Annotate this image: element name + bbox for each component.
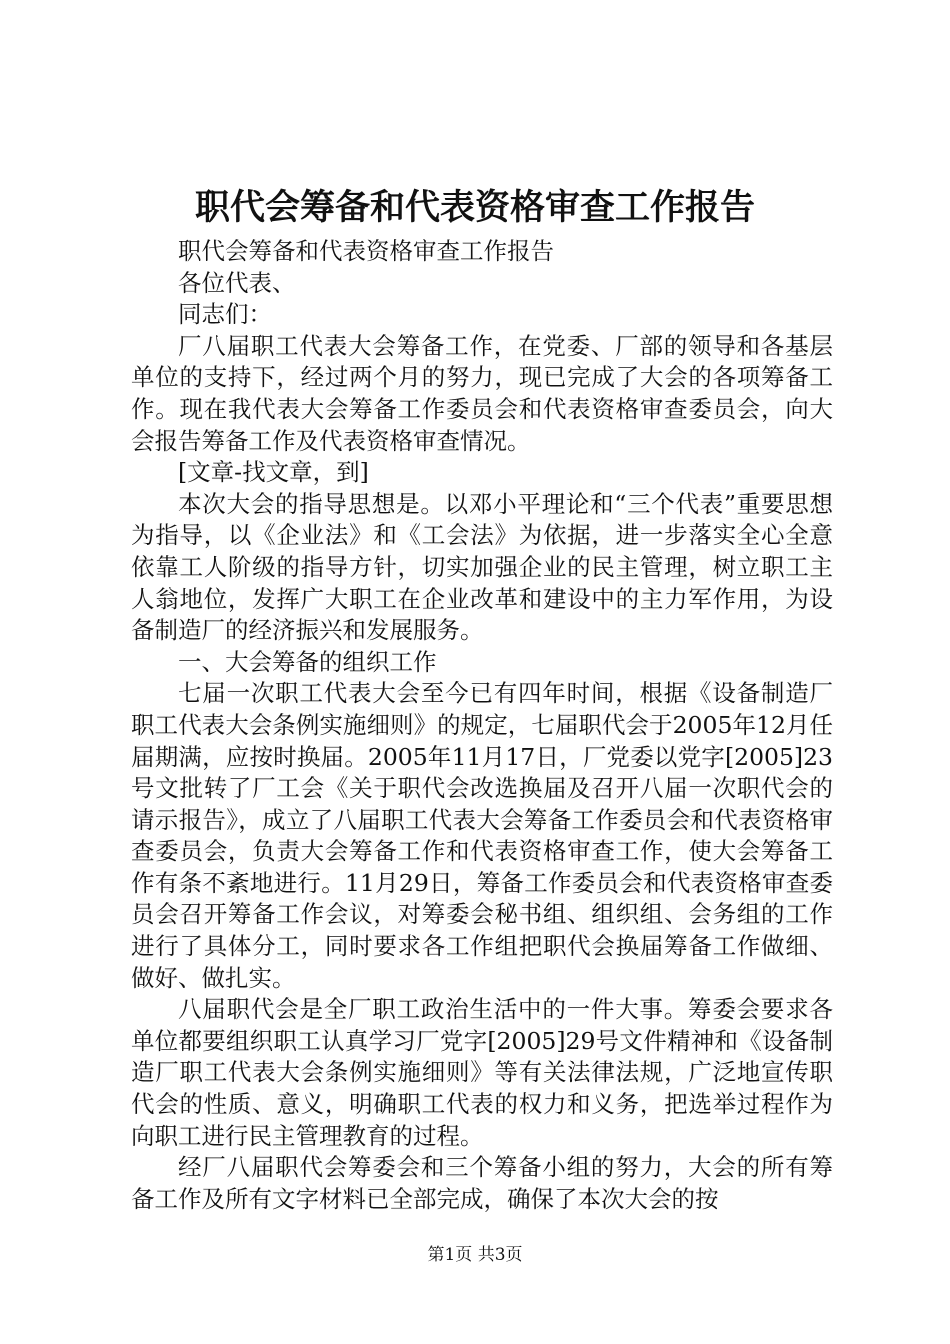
paragraph-organization-work: 七届一次职工代表大会至今已有四年时间，根据《设备制造厂职工代表大会条例实施细则》的规定，七届职代会于2005年12月任届期满，应按时换届。2005年11月17日，厂党委以党字[2005]23号文批转了厂工会《关于职代会改选换届及召开八届一次职代会的请示报告》，成立了八届职工代表大会筹备工作委员会和代表资格审查委员会，负责大会筹备工作和代表资格审查工作，使大会筹备工作有条不紊地进行。11月29日，筹备工作委员会和代表资格审查委员会召开筹备工作会议，对筹委会秘书组、组织组、会务组的工作进行了具体分工，同时要求各工作组把职代会换届筹备工作做细、做好、做扎实。 [131,679,833,992]
document-title: 职代会筹备和代表资格审查工作报告 [194,187,755,228]
document-body [131,236,833,1215]
paragraph-publicity: 八届职代会是全厂职工政治生活中的一件大事。筹委会要求各单位都要组织职工认真学习厂党字[2005]29号文件精神和《设备制造厂职工代表大会条例实施细则》等有关法律法规，广泛地宣传职代会的性质、意义，明确职工代表的权力和义务，把选举过程作为向职工进行民主管理教育的过程。 [131,995,833,1150]
paragraph-heading-repeat: 职代会筹备和代表资格审查工作报告 [178,237,554,265]
paragraph-completion: 经厂八届职代会筹委会和三个筹备小组的努力，大会的所有筹备工作及所有文字材料已全部完成，确保了本次大会的按 [131,1153,833,1213]
paragraph-salutation-delegates: 各位代表、 [178,268,296,297]
paragraph-source-note: [文章-找文章，到] [178,458,369,487]
paragraph-salutation-comrades: 同志们： [178,300,272,329]
paragraph-intro: 厂八届职工代表大会筹备工作，在党委、厂部的领导和各基层单位的支持下，经过两个月的努力，现已完成了大会的各项筹备工作。现在我代表大会筹备工作委员会和代表资格审查委员会，向大会报告筹备工作及代表资格审查情况。 [131,331,833,455]
section-heading-organization: 一、大会筹备的组织工作 [178,647,437,676]
paragraph-guiding-idea: 本次大会的指导思想是。以邓小平理论和“三个代表”重要思想为指导，以《企业法》和《工会法》为依据，进一步落实全心全意依靠工人阶级的指导方针，切实加强企业的民主管理，树立职工主人翁地位，发挥广大职工在企业改革和建设中的主力军作用，为设备制造厂的经济振兴和发展服务。 [131,489,833,645]
page-footer: 第1页 共3页 [427,1245,523,1265]
